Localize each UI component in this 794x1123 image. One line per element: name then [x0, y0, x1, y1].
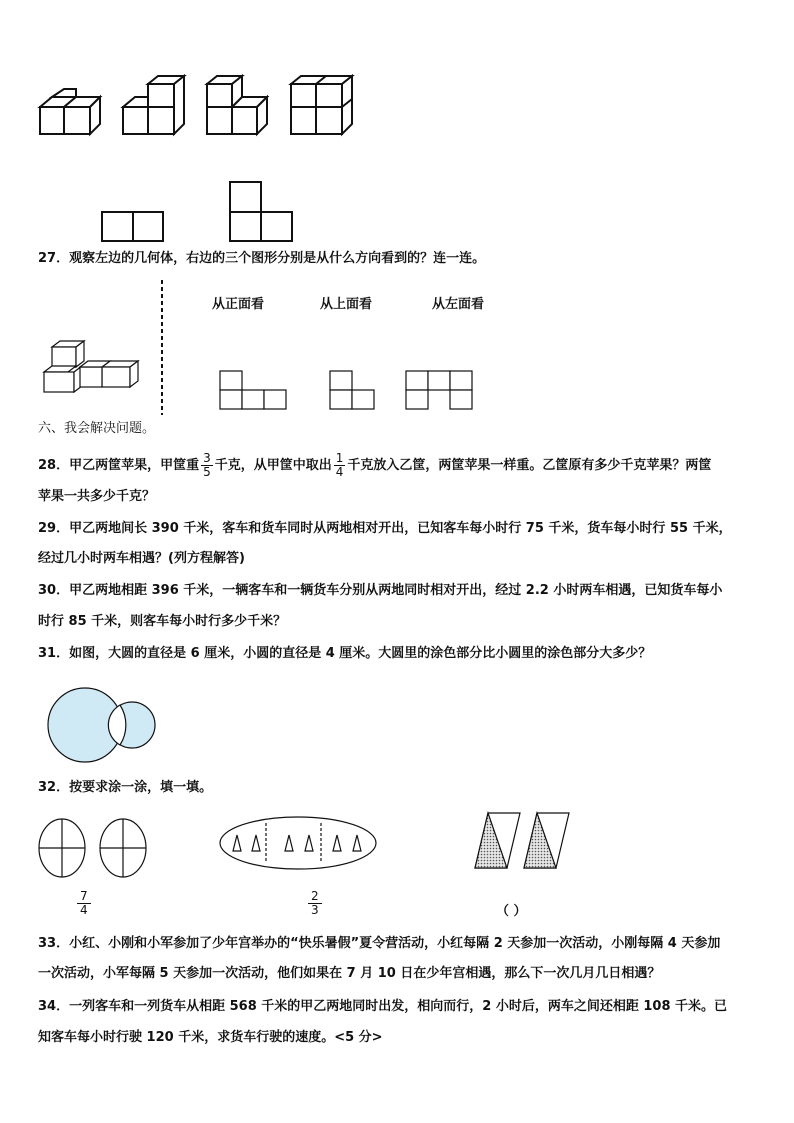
frac-numerator: 1: [335, 451, 344, 465]
question-33-line1: 33．小红、小刚和小军参加了少年宫举办的“快乐暑假”夏令营活动，小红每隔 2 天参加一次活动，小刚每隔 4 天参加: [38, 936, 721, 951]
frac-numerator: 2: [308, 890, 322, 904]
question-28-line2: 苹果一共多少千克？: [38, 489, 156, 504]
question-29-line1: 29．甲乙两地间长 390 千米，客车和货车同时从两地相对开出，已知客车每小时行 75 千米，货车每小时行 55 千米，: [38, 521, 732, 536]
frac-denominator: 5: [203, 465, 211, 479]
flat-views-top: [0, 170, 794, 250]
question-28-line1: [38, 452, 711, 479]
question-34-line1: 34．一列客车和一列货车从相距 568 千米的甲乙两地同时出发，相向而行，2 小时后，两车之间还相距 108 千米。已: [38, 999, 728, 1014]
q32-figures: [0, 805, 794, 885]
q31-overlapping-circles: [0, 680, 200, 780]
fraction-seven-fourths: [77, 890, 91, 917]
frac-numerator: 7: [77, 890, 91, 904]
question-27: 27．观察左边的几何体，右边的三个图形分别是从什么方向看到的？连一连。: [38, 251, 486, 266]
question-29-line2: 经过几小时两车相遇？(列方程解答): [38, 551, 245, 566]
question-33-line2: 一次活动，小军每隔 5 天参加一次活动，他们如果在 7 月 10 日在少年宫相遇，那么下一次几月几日相遇？: [38, 966, 661, 981]
frac-denominator: 3: [311, 903, 319, 917]
question-32: 32．按要求涂一涂，填一填。: [38, 780, 213, 795]
q28-text-a: 28．甲乙两筐苹果，甲筐重: [38, 458, 200, 473]
section-6-title: 六、我会解决问题。: [38, 421, 156, 436]
label-top-view: 从上面看: [320, 297, 373, 312]
frac-denominator: 4: [335, 465, 344, 479]
q28-text-b: 千克，从甲筐中取出: [214, 458, 332, 473]
answer-blank: （ ）: [496, 904, 527, 919]
question-30-line1: 30．甲乙两地相距 396 千米，一辆客车和一辆货车分别从两地同时相对开出，经过 2.2 小时两车相遇，已知货车每小: [38, 583, 723, 598]
question-31: 31．如图，大圆的直径是 6 厘米，小圆的直径是 4 厘米。大圆里的涂色部分比小圆里的涂色部分大多少？: [38, 646, 652, 661]
q28-text-c: 千克放入乙筐，两筐苹果一样重。乙筐原有多少千克苹果？两筐: [347, 458, 712, 473]
q27-view-shapes: [0, 365, 794, 415]
label-front-view: 从正面看: [212, 297, 265, 312]
question-34-line2: 知客车每小时行驶 120 千米，求货车行驶的速度。<5 分>: [38, 1030, 383, 1045]
label-left-view: 从左面看: [432, 297, 485, 312]
fraction-three-fifths: [201, 452, 213, 479]
fraction-two-thirds: [308, 890, 322, 917]
question-30-line2: 时行 85 千米，则客车每小时行多少千米？: [38, 614, 287, 629]
cube-figures-top: [0, 0, 794, 150]
fraction-one-fourth: [334, 452, 346, 479]
frac-numerator: 3: [203, 451, 211, 465]
frac-denominator: 4: [80, 903, 88, 917]
